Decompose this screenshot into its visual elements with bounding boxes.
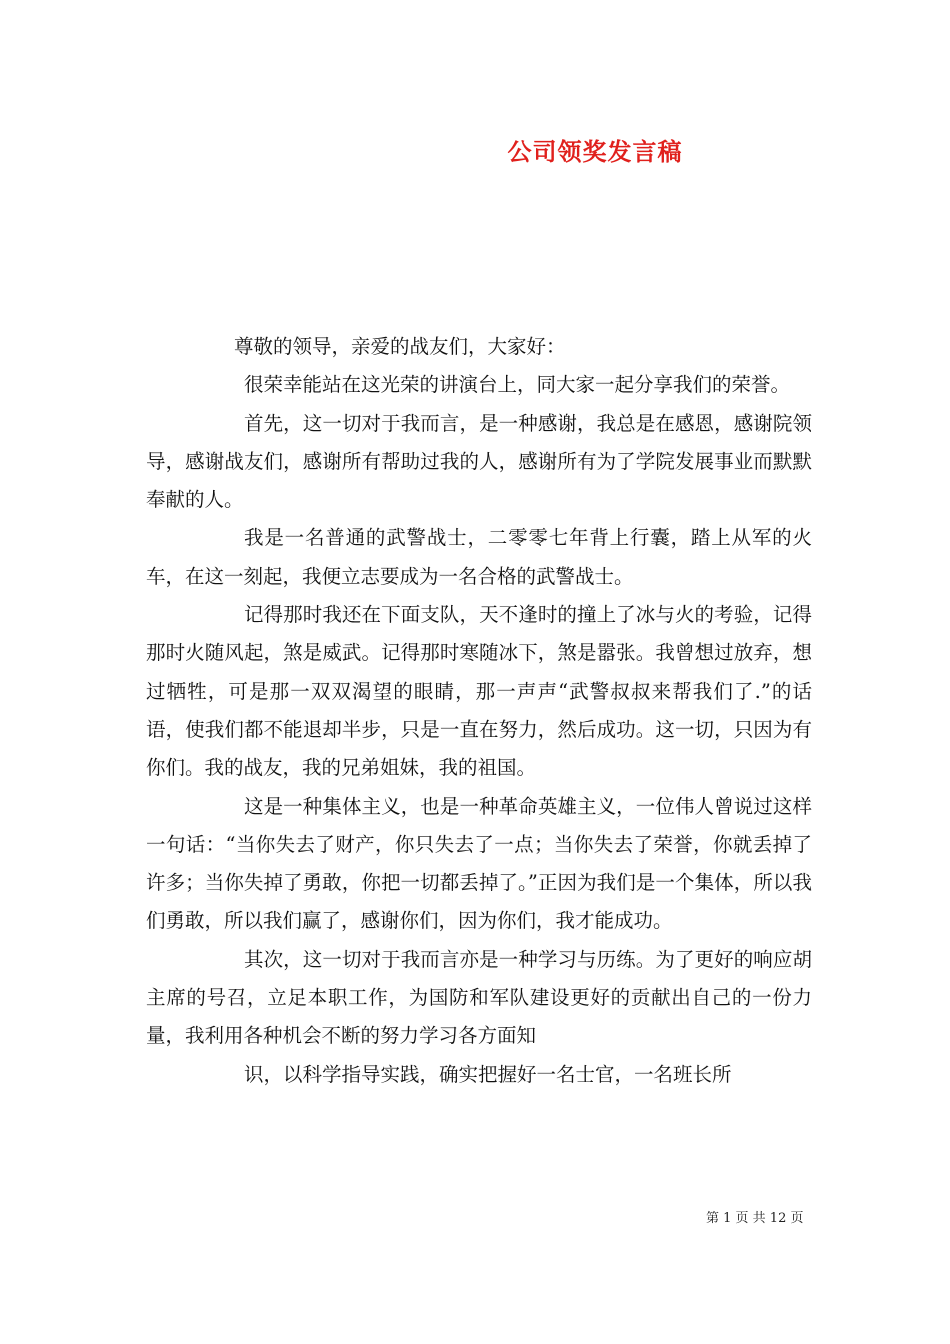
page-number-footer: 第 1 页 共 12 页 xyxy=(706,1211,804,1226)
paragraph-disaster-relief: 记得那时我还在下面支队，天不逢时的撞上了冰与火的考验，记得那时火随风起，煞是威武。记得那时寒随冰下，煞是嚣张。我曾想过放弃，想过牺牲，可是那一双双渴望的眼睛，那一声声“武警叔叔来帮我们了.”的话语，使我们都不能退却半步，只是一直在努力，然后成功。这一切，只因为有你们。我的战友，我的兄弟姐妹，我的祖国。 xyxy=(146,603,812,780)
paragraph-gratitude: 首先，这一切对于我而言，是一种感谢，我总是在感恩，感谢院领导，感谢战友们，感谢所有帮助过我的人，感谢所有为了学院发展事业而默默奉献的人。 xyxy=(146,411,812,512)
paragraph-collectivism: 这是一种集体主义，也是一种革命英雄主义，一位伟人曾说过这样一句话：“当你失去了财产，你只失去了一点；当你失去了荣誉，你就丢掉了许多；当你失掉了勇敢，你把一切都丢掉了。”正因为我们是一个集体，所以我们勇敢，所以我们赢了，感谢你们，因为你们，我才能成功。 xyxy=(146,794,812,933)
document-body xyxy=(146,328,812,1094)
paragraph-practice: 识，以科学指导实践，确实把握好一名士官，一名班长所 xyxy=(244,1062,732,1086)
document-title: 公司领奖发言稿 xyxy=(507,137,683,166)
paragraph-enlistment: 我是一名普通的武警战士，二零零七年背上行囊，踏上从军的火车，在这一刻起，我便立志要成为一名合格的武警战士。 xyxy=(146,526,812,588)
salutation: 尊敬的领导，亲爱的战友们，大家好： xyxy=(234,335,566,358)
paragraph-learning: 其次，这一切对于我而言亦是一种学习与历练。为了更好的响应胡主席的号召，立足本职工作，为国防和军队建设更好的贡献出自己的一份力量，我利用各种机会不断的努力学习各方面知 xyxy=(146,947,812,1048)
paragraph-honor: 很荣幸能站在这光荣的讲演台上，同大家一起分享我们的荣誉。 xyxy=(244,373,791,397)
